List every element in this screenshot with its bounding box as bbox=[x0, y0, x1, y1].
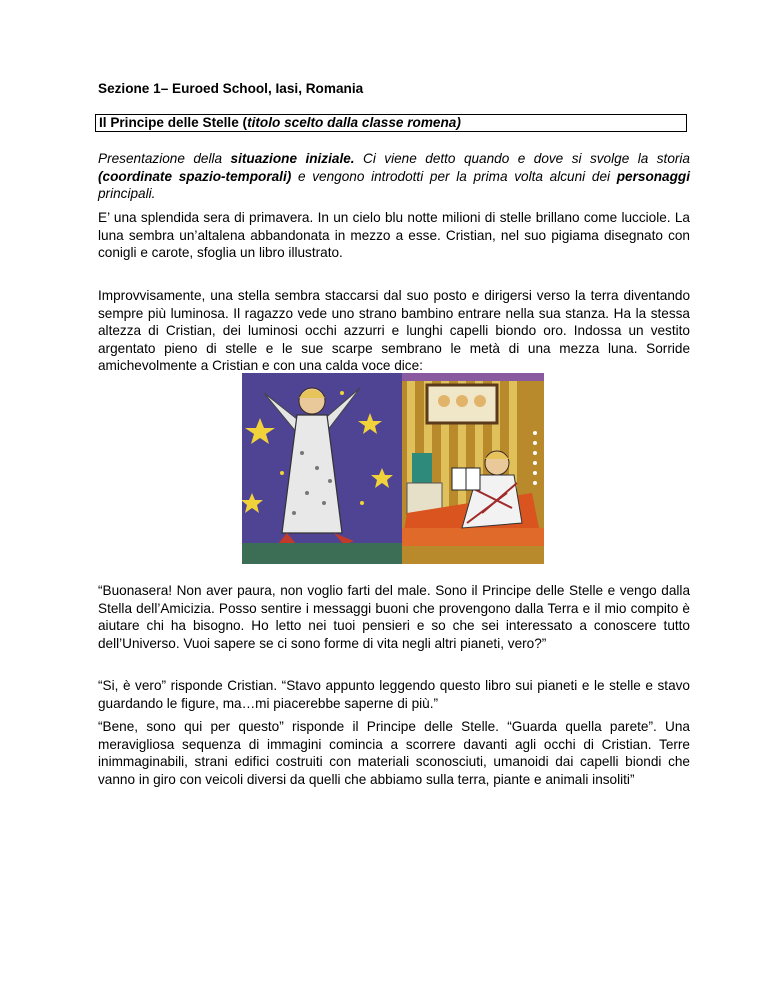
intro-bold-1: situazione iniziale. bbox=[230, 151, 355, 166]
intro-bold-3: personaggi bbox=[616, 168, 690, 184]
intro-bold-2: (coordinate spazio-temporali) bbox=[98, 168, 292, 184]
intro-text-4: principali. bbox=[98, 186, 156, 201]
intro-paragraph bbox=[98, 150, 690, 203]
body-paragraph-3: “Buonasera! Non aver paura, non voglio farti del male. Sono il Principe delle Stelle e vengo dalla Stella dell’Amicizia. Posso sentire i messaggi buoni che provengono dalla Terra e il mio compito è aiutare chi ha bisogno. Ho letto nei tuoi pensieri e so che sei interessato a conoscere tutto dell’Universo. Vuoi sapere se ci sono forme di vita negli altri pianeti, vero?” bbox=[98, 583, 690, 651]
body-paragraph-1: E’ una splendida sera di primavera. In un cielo blu notte milioni di stelle brillano come lucciole. La luna sembra un’altalena abbandonata in mezzo a esse. Cristian, nel suo pigiama disegnato con conigli e carote, sfoglia un libro illustrato. bbox=[98, 210, 690, 260]
intro-text-2: Ci viene detto quando e dove si svolge la storia bbox=[354, 151, 690, 166]
intro-text-1: Presentazione della bbox=[98, 151, 231, 166]
intro-text-3: e vengono introdotti per la prima volta alcuni dei bbox=[291, 168, 617, 184]
body-paragraph-2: Improvvisamente, una stella sembra staccarsi dal suo posto e dirigersi verso la terra diventando sempre più luminosa. Il ragazzo vede uno strano bambino entrare nella sua stanza. Ha la stessa altezza di Cristian, dei luminosi occhi azzurri e lunghi capelli biondo oro. Indossa un vestito argentato pieno di stelle e le sue scarpe sembrano le metà di una mezza luna. Sorride amichevolmente a Cristian e con una calda voce dice: bbox=[98, 288, 690, 373]
body-paragraph-5: “Bene, sono qui per questo” risponde il Principe delle Stelle. “Guarda quella parete”. Una meravigliosa sequenza di immagini comincia a scorrere davanti agli occhi di Cristian. Terre inimmaginabili, strani edifici costruiti con materiali sconosciuti, umanoidi dai capelli biondi che vanno in giro con veicoli diversi da quelli che abbiamo sulla terra, piante e animali insoliti” bbox=[98, 719, 690, 787]
body-paragraph-4: “Si, è vero” risponde Cristian. “Stavo appunto leggendo questo libro sui pianeti e le stelle e stavo guardando le figure, ma…mi piacerebbe saperne di più.” bbox=[98, 678, 690, 711]
story-illustration bbox=[242, 373, 544, 564]
story-title-note: titolo scelto dalla classe romena) bbox=[247, 115, 461, 130]
section-heading: Sezione 1– Euroed School, Iasi, Romania bbox=[98, 81, 364, 96]
story-title: Il Principe delle Stelle ( bbox=[99, 115, 248, 130]
story-title-box bbox=[95, 114, 687, 132]
